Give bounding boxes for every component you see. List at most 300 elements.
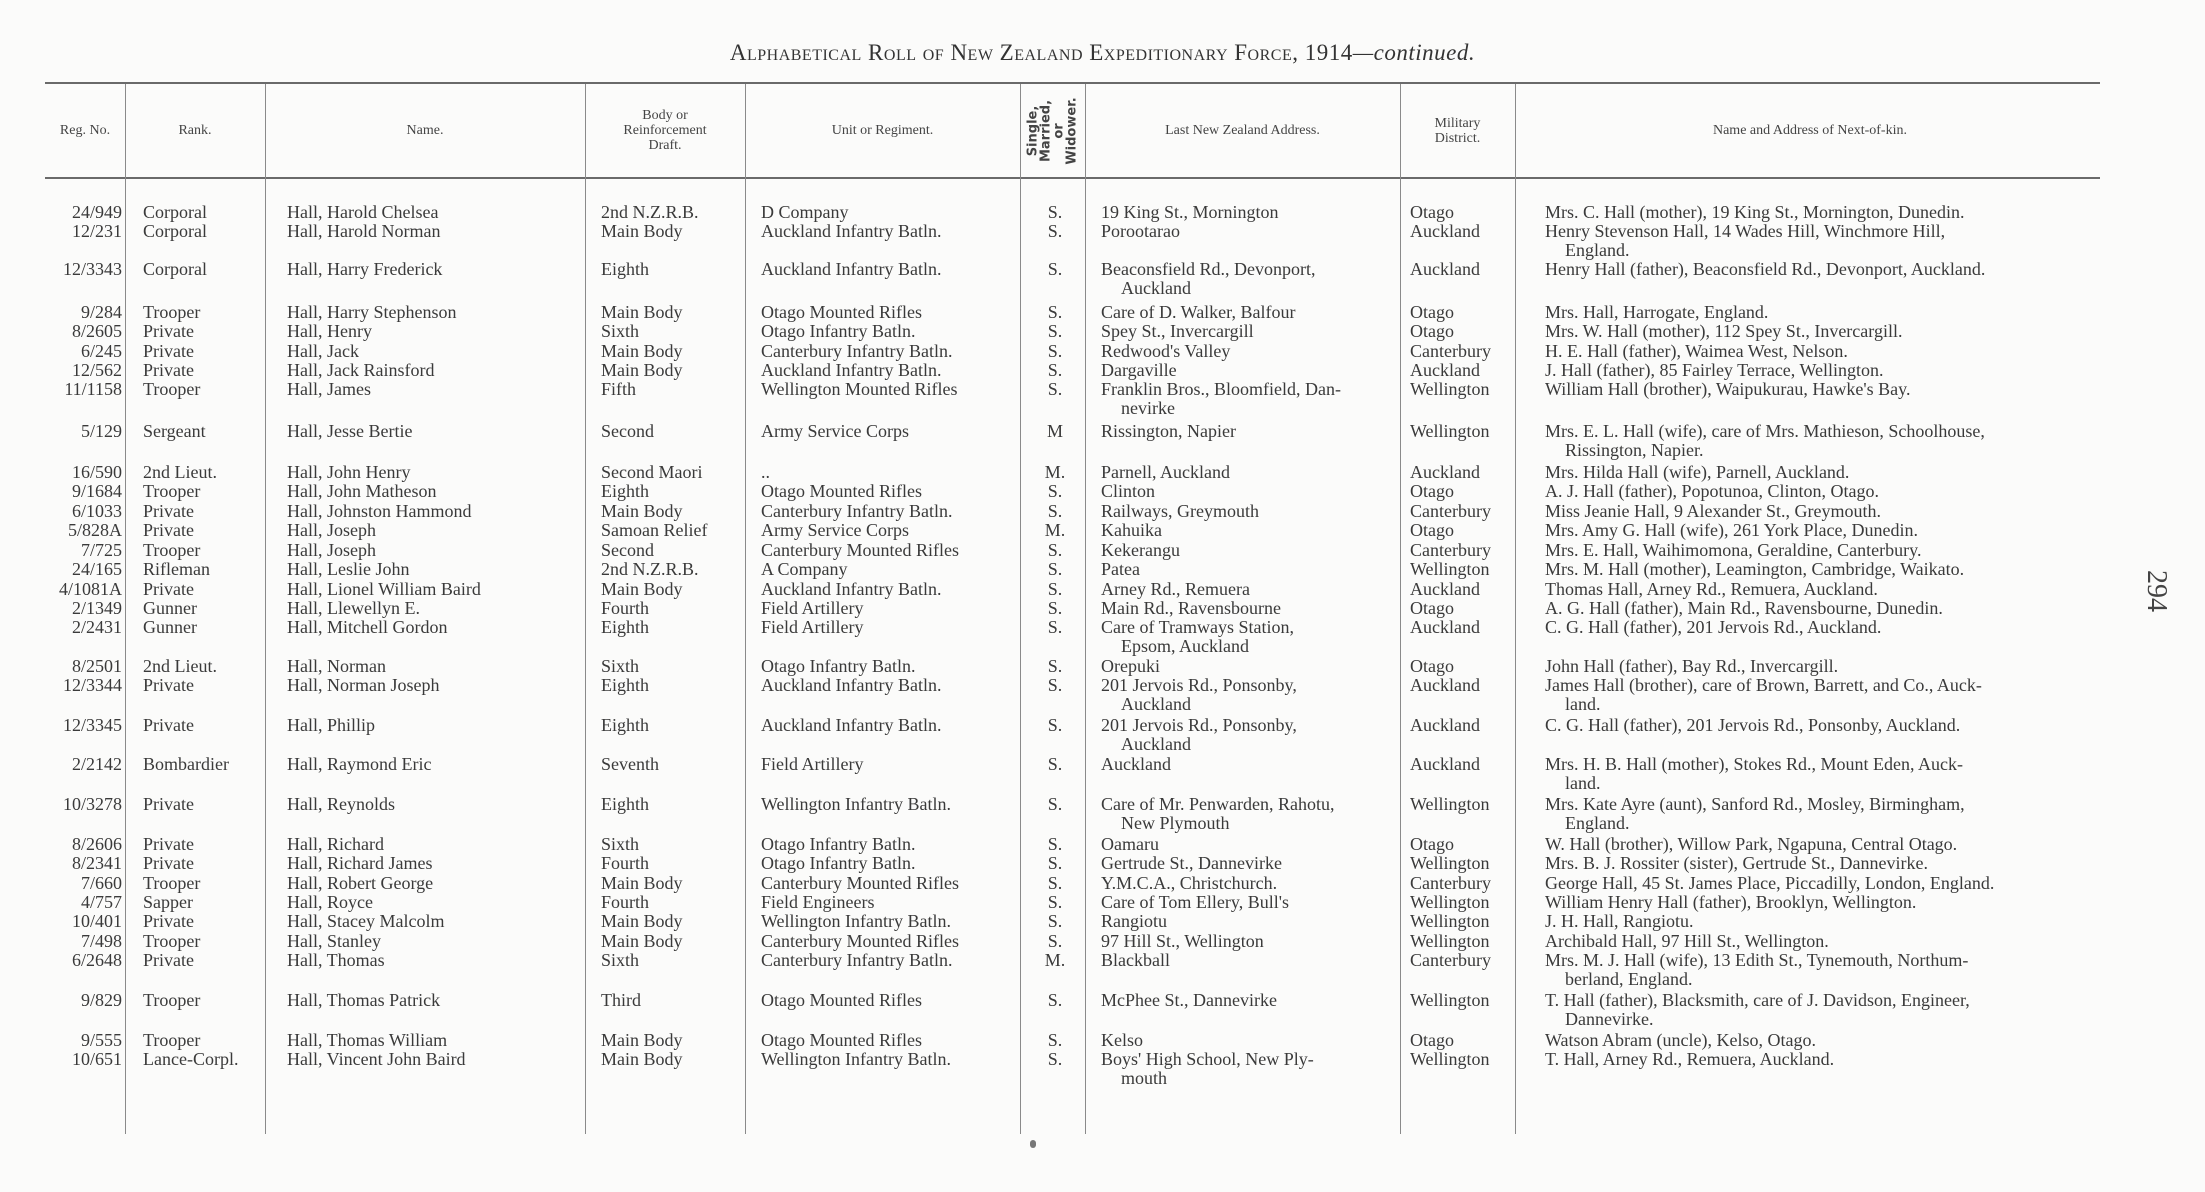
cell-unit — [761, 580, 1016, 599]
cell-reg-text: 11/1158 — [64, 379, 122, 399]
cell-name — [287, 361, 577, 380]
cell-name-text: Hall, Royce — [287, 892, 373, 912]
cell-dist-text: Auckland — [1410, 360, 1480, 380]
cell-reg-text: 10/401 — [71, 911, 122, 931]
cell-kin — [1545, 991, 2105, 1029]
cell-kin-text: Mrs. B. J. Rossiter (sister), Gertrude St., Dannevirke. — [1545, 853, 1928, 873]
cell-body — [601, 716, 741, 735]
cell-smw — [1030, 932, 1080, 951]
header-unit: Unit or Regiment. — [831, 123, 934, 138]
cell-reg-text: 12/562 — [71, 360, 122, 380]
cell-name — [287, 1050, 577, 1069]
cell-kin-text: Miss Jeanie Hall, 9 Alexander St., Greymouth. — [1545, 501, 1881, 521]
cell-name-text: Hall, Thomas Patrick — [287, 990, 441, 1010]
cell-name — [287, 657, 577, 676]
cell-kin-text: Mrs. Amy G. Hall (wife), 261 York Place, Dunedin. — [1545, 520, 1918, 540]
cell-smw-text: S. — [1047, 579, 1063, 599]
cell-name — [287, 599, 577, 618]
cell-rank — [143, 932, 261, 951]
cell-name — [287, 932, 577, 951]
cell-dist-text: Wellington — [1410, 911, 1490, 931]
cell-addr — [1101, 482, 1391, 501]
cell-name-text: Hall, Norman — [287, 656, 386, 676]
cell-unit-text: Canterbury Infantry Batln. — [761, 950, 953, 970]
cell-rank — [143, 560, 261, 579]
cell-addr-text: Care of D. Walker, Balfour — [1101, 302, 1296, 322]
cell-reg-text: 6/245 — [80, 341, 122, 361]
cell-smw-text: S. — [1047, 379, 1063, 399]
cell-name-text: Hall, Phillip — [287, 715, 376, 735]
cell-addr-text: Spey St., Invercargill — [1101, 321, 1254, 341]
cell-smw-text: S. — [1047, 501, 1063, 521]
cell-kin-continuation: England. — [1565, 240, 1630, 260]
cell-name-text: Hall, Jack Rainsford — [287, 360, 435, 380]
cell-addr-continuation: New Plymouth — [1121, 813, 1230, 833]
cell-rank-text: Trooper — [143, 873, 201, 893]
cell-dist — [1410, 951, 1515, 970]
cell-addr-text: Care of Tom Ellery, Bull's — [1101, 892, 1289, 912]
cell-kin-text: Henry Stevenson Hall, 14 Wades Hill, Winchmore Hill, — [1545, 221, 1946, 241]
cell-name — [287, 795, 577, 814]
cell-smw — [1030, 521, 1080, 540]
cell-smw — [1030, 618, 1080, 637]
cell-unit-text: Otago Mounted Rifles — [761, 990, 922, 1010]
cell-smw — [1030, 502, 1080, 521]
cell-name-text: Hall, Johnston Hammond — [287, 501, 472, 521]
cell-addr-text: Care of Tramways Station, — [1101, 617, 1294, 637]
cell-name — [287, 676, 577, 695]
cell-addr-text: Parnell, Auckland — [1101, 462, 1230, 482]
cell-smw-text: S. — [1047, 302, 1063, 322]
cell-rank-text: Bombardier — [143, 754, 229, 774]
cell-unit-text: Canterbury Infantry Batln. — [761, 341, 953, 361]
cell-body-text: Third — [601, 990, 641, 1010]
cell-addr — [1101, 222, 1391, 241]
cell-unit — [761, 716, 1016, 735]
cell-name — [287, 854, 577, 873]
cell-dist — [1410, 482, 1515, 501]
cell-smw — [1030, 657, 1080, 676]
cell-dist-text: Otago — [1410, 302, 1454, 322]
cell-body-text: Main Body — [601, 360, 683, 380]
cell-body — [601, 1050, 741, 1069]
cell-dist-text: Wellington — [1410, 559, 1490, 579]
cell-dist — [1410, 893, 1515, 912]
cell-smw — [1030, 874, 1080, 893]
cell-addr-text: 201 Jervois Rd., Ponsonby, — [1101, 675, 1297, 695]
cell-unit — [761, 303, 1016, 322]
cell-body-text: Sixth — [601, 950, 640, 970]
cell-addr — [1101, 835, 1391, 854]
cell-reg-text: 10/651 — [71, 1049, 122, 1069]
cell-kin — [1545, 657, 2105, 676]
cell-smw — [1030, 795, 1080, 814]
cell-smw-text: S. — [1047, 834, 1063, 854]
cell-name — [287, 502, 577, 521]
cell-kin-text: Mrs. M. J. Hall (wife), 13 Edith St., Tynemouth, Northum- — [1545, 950, 1969, 970]
cell-rank-text: Trooper — [143, 1030, 201, 1050]
cell-unit — [761, 874, 1016, 893]
cell-kin-text: J. H. Hall, Rangiotu. — [1545, 911, 1694, 931]
cell-reg-text: 5/828A — [68, 520, 122, 540]
cell-rank — [143, 502, 261, 521]
cell-rank-text: Gunner — [143, 598, 197, 618]
cell-reg — [30, 303, 122, 322]
cell-dist — [1410, 657, 1515, 676]
cell-unit-text: Wellington Infantry Batln. — [761, 911, 952, 931]
cell-addr-text: 201 Jervois Rd., Ponsonby, — [1101, 715, 1297, 735]
cell-body — [601, 260, 741, 279]
page-number: 294 — [2141, 570, 2172, 612]
cell-unit — [761, 755, 1016, 774]
cell-unit — [761, 322, 1016, 341]
cell-name — [287, 482, 577, 501]
cell-reg-text: 9/829 — [80, 990, 122, 1010]
cell-smw-text: S. — [1047, 202, 1063, 222]
cell-rank — [143, 1031, 261, 1050]
cell-addr-continuation: nevirke — [1121, 398, 1175, 418]
cell-body-text: Main Body — [601, 221, 683, 241]
cell-body — [601, 618, 741, 637]
cell-dist-text: Wellington — [1410, 1049, 1490, 1069]
cell-rank-text: Gunner — [143, 617, 197, 637]
cell-unit-text: Otago Infantry Batln. — [761, 656, 916, 676]
cell-addr-text: 97 Hill St., Wellington — [1101, 931, 1264, 951]
cell-unit — [761, 380, 1016, 399]
cell-smw — [1030, 361, 1080, 380]
cell-unit — [761, 260, 1016, 279]
cell-rank-text: Corporal — [143, 221, 207, 241]
cell-name-text: Hall, Llewellyn E. — [287, 598, 420, 618]
cell-unit — [761, 991, 1016, 1010]
cell-reg — [30, 580, 122, 599]
cell-addr-text: Boys' High School, New Ply- — [1101, 1049, 1314, 1069]
cell-unit-text: Otago Mounted Rifles — [761, 481, 922, 501]
cell-name-text: Hall, Stacey Malcolm — [287, 911, 445, 931]
cell-smw — [1030, 482, 1080, 501]
cell-name — [287, 422, 577, 441]
cell-unit — [761, 599, 1016, 618]
cell-body — [601, 676, 741, 695]
cell-kin — [1545, 951, 2105, 989]
cell-unit — [761, 361, 1016, 380]
cell-reg — [30, 716, 122, 735]
cell-smw — [1030, 342, 1080, 361]
cell-rank-text: Corporal — [143, 202, 207, 222]
cell-kin-text: Mrs. E. Hall, Waihimomona, Geraldine, Canterbury. — [1545, 540, 1922, 560]
cell-dist — [1410, 322, 1515, 341]
cell-addr — [1101, 422, 1391, 441]
cell-smw — [1030, 599, 1080, 618]
cell-dist — [1410, 755, 1515, 774]
cell-addr — [1101, 560, 1391, 579]
cell-name — [287, 380, 577, 399]
cell-name — [287, 203, 577, 222]
cell-addr — [1101, 657, 1391, 676]
cell-rank — [143, 991, 261, 1010]
cell-reg — [30, 951, 122, 970]
cell-kin — [1545, 716, 2105, 735]
cell-reg — [30, 618, 122, 637]
cell-rank — [143, 521, 261, 540]
cell-rank — [143, 874, 261, 893]
cell-smw — [1030, 912, 1080, 931]
cell-name-text: Hall, James — [287, 379, 371, 399]
cell-dist-text: Auckland — [1410, 221, 1480, 241]
cell-rank — [143, 676, 261, 695]
cell-body — [601, 502, 741, 521]
cell-unit-text: Canterbury Infantry Batln. — [761, 501, 953, 521]
cell-smw-text: S. — [1047, 221, 1063, 241]
cell-reg — [30, 932, 122, 951]
cell-kin — [1545, 1031, 2105, 1050]
cell-kin-text: Mrs. E. L. Hall (wife), care of Mrs. Mathieson, Schoolhouse, — [1545, 421, 1985, 441]
cell-kin-text: Archibald Hall, 97 Hill St., Wellington. — [1545, 931, 1829, 951]
cell-body-text: Main Body — [601, 501, 683, 521]
cell-smw-text: S. — [1047, 321, 1063, 341]
cell-unit-text: Auckland Infantry Batln. — [761, 715, 942, 735]
cell-reg-text: 8/2606 — [71, 834, 122, 854]
cell-dist — [1410, 1031, 1515, 1050]
cell-unit — [761, 657, 1016, 676]
cell-addr-text: Arney Rd., Remuera — [1101, 579, 1250, 599]
cell-name-text: Hall, Joseph — [287, 540, 376, 560]
cell-dist-text: Canterbury — [1410, 501, 1491, 521]
cell-addr-text: Clinton — [1101, 481, 1156, 501]
cell-body-text: Samoan Relief — [601, 520, 708, 540]
cell-dist-text: Canterbury — [1410, 873, 1491, 893]
cell-reg-text: 8/2501 — [71, 656, 122, 676]
cell-unit — [761, 203, 1016, 222]
cell-reg — [30, 502, 122, 521]
cell-kin-continuation: land. — [1565, 773, 1601, 793]
cell-rank-text: Trooper — [143, 990, 201, 1010]
cell-unit-text: Auckland Infantry Batln. — [761, 579, 942, 599]
cell-unit-text: Wellington Infantry Batln. — [761, 794, 952, 814]
cell-rank-text: 2nd Lieut. — [143, 462, 217, 482]
cell-unit — [761, 560, 1016, 579]
cell-rank-text: 2nd Lieut. — [143, 656, 217, 676]
cell-dist-text: Canterbury — [1410, 341, 1491, 361]
cell-kin — [1545, 893, 2105, 912]
cell-addr-text: Dargaville — [1101, 360, 1177, 380]
cell-unit-text: Field Artillery — [761, 617, 864, 637]
cell-smw — [1030, 560, 1080, 579]
cell-kin — [1545, 854, 2105, 873]
cell-unit-text: Army Service Corps — [761, 421, 909, 441]
cell-name-text: Hall, Lionel William Baird — [287, 579, 481, 599]
cell-unit — [761, 854, 1016, 873]
cell-reg — [30, 541, 122, 560]
cell-name — [287, 716, 577, 735]
cell-kin — [1545, 322, 2105, 341]
cell-dist — [1410, 874, 1515, 893]
cell-rank — [143, 463, 261, 482]
cell-smw — [1030, 580, 1080, 599]
cell-name-text: Hall, Richard James — [287, 853, 433, 873]
cell-kin — [1545, 361, 2105, 380]
cell-smw-text: S. — [1047, 931, 1063, 951]
cell-unit — [761, 835, 1016, 854]
cell-name — [287, 222, 577, 241]
cell-name-text: Hall, Harold Chelsea — [287, 202, 439, 222]
cell-smw-text: S. — [1047, 341, 1063, 361]
cell-kin — [1545, 541, 2105, 560]
cell-dist-text: Auckland — [1410, 617, 1480, 637]
cell-addr-text: Y.M.C.A., Christchurch. — [1101, 873, 1278, 893]
cell-dist — [1410, 854, 1515, 873]
cell-addr — [1101, 893, 1391, 912]
cell-unit-text: Otago Infantry Batln. — [761, 321, 916, 341]
cell-rank — [143, 303, 261, 322]
cell-rank-text: Lance-Corpl. — [143, 1049, 239, 1069]
cell-addr-text: Beaconsfield Rd., Devonport, — [1101, 259, 1316, 279]
cell-smw-text: S. — [1047, 656, 1063, 676]
cell-rank-text: Private — [143, 501, 194, 521]
cell-unit-text: Canterbury Mounted Rifles — [761, 931, 959, 951]
cell-rank-text: Private — [143, 321, 194, 341]
cell-dist-text: Wellington — [1410, 892, 1490, 912]
cell-rank-text: Private — [143, 579, 194, 599]
cell-kin — [1545, 795, 2105, 833]
cell-kin — [1545, 618, 2105, 637]
cell-reg — [30, 755, 122, 774]
cell-body-text: Eighth — [601, 617, 649, 637]
cell-kin-text: James Hall (brother), care of Brown, Barrett, and Co., Auck- — [1545, 675, 1982, 695]
cell-name-text: Hall, Thomas — [287, 950, 385, 970]
cell-smw — [1030, 303, 1080, 322]
cell-reg-text: 8/2605 — [71, 321, 122, 341]
cell-kin-text: W. Hall (brother), Willow Park, Ngapuna, Central Otago. — [1545, 834, 1958, 854]
cell-body-text: Second Maori — [601, 462, 703, 482]
cell-unit-text: Wellington Infantry Batln. — [761, 1049, 952, 1069]
cell-addr — [1101, 322, 1391, 341]
cell-smw — [1030, 260, 1080, 279]
cell-reg — [30, 482, 122, 501]
cell-dist — [1410, 541, 1515, 560]
cell-rank — [143, 835, 261, 854]
cell-rank-text: Trooper — [143, 481, 201, 501]
cell-smw — [1030, 676, 1080, 695]
cell-smw — [1030, 322, 1080, 341]
cell-addr — [1101, 618, 1391, 656]
cell-addr — [1101, 260, 1391, 298]
cell-reg-text: 9/555 — [80, 1030, 122, 1050]
cell-rank — [143, 893, 261, 912]
cell-body — [601, 580, 741, 599]
cell-reg-text: 4/1081A — [59, 579, 122, 599]
cell-smw — [1030, 222, 1080, 241]
cell-dist — [1410, 835, 1515, 854]
cell-reg-text: 7/725 — [80, 540, 122, 560]
cell-dist — [1410, 463, 1515, 482]
cell-name — [287, 342, 577, 361]
cell-kin-text: T. Hall (father), Blacksmith, care of J. Davidson, Engineer, — [1545, 990, 1970, 1010]
cell-rank-text: Private — [143, 834, 194, 854]
cell-dist-text: Otago — [1410, 202, 1454, 222]
cell-body-text: Second — [601, 421, 654, 441]
cell-name — [287, 560, 577, 579]
cell-dist-text: Auckland — [1410, 675, 1480, 695]
cell-name — [287, 521, 577, 540]
cell-body — [601, 303, 741, 322]
print-mark — [1030, 1140, 1036, 1148]
cell-rank — [143, 361, 261, 380]
cell-reg-text: 9/284 — [80, 302, 122, 322]
cell-kin-text: T. Hall, Arney Rd., Remuera, Auckland. — [1545, 1049, 1835, 1069]
cell-reg — [30, 893, 122, 912]
cell-rank — [143, 854, 261, 873]
cell-kin — [1545, 835, 2105, 854]
cell-addr-text: McPhee St., Dannevirke — [1101, 990, 1277, 1010]
cell-addr-text: Kahuika — [1101, 520, 1162, 540]
cell-body — [601, 463, 741, 482]
cell-kin — [1545, 222, 2105, 260]
cell-reg-text: 6/2648 — [71, 950, 122, 970]
cell-dist — [1410, 380, 1515, 399]
cell-unit-text: Otago Infantry Batln. — [761, 834, 916, 854]
header-marital-status — [1020, 84, 1085, 177]
cell-name — [287, 303, 577, 322]
cell-kin-continuation: Rissington, Napier. — [1565, 440, 1704, 460]
cell-dist-text: Otago — [1410, 656, 1454, 676]
cell-name-text: Hall, Thomas William — [287, 1030, 448, 1050]
cell-name — [287, 951, 577, 970]
cell-reg — [30, 657, 122, 676]
cell-addr — [1101, 912, 1391, 931]
cell-dist — [1410, 1050, 1515, 1069]
cell-kin-text: C. G. Hall (father), 201 Jervois Rd., Ponsonby, Auckland. — [1545, 715, 1961, 735]
cell-body — [601, 854, 741, 873]
cell-body-text: Main Body — [601, 1049, 683, 1069]
cell-kin-text: H. E. Hall (father), Waimea West, Nelson. — [1545, 341, 1848, 361]
cell-kin-text: Mrs. W. Hall (mother), 112 Spey St., Invercargill. — [1545, 321, 1903, 341]
cell-kin-continuation: land. — [1565, 694, 1601, 714]
cell-kin-text: C. G. Hall (father), 201 Jervois Rd., Auckland. — [1545, 617, 1882, 637]
cell-unit-text: .. — [761, 462, 770, 482]
cell-body — [601, 422, 741, 441]
cell-name-text: Hall, Leslie John — [287, 559, 410, 579]
cell-smw-text: M. — [1044, 520, 1066, 540]
cell-dist-text: Auckland — [1410, 579, 1480, 599]
cell-body — [601, 222, 741, 241]
header-body-draft: Body or Reinforcement Draft. — [623, 108, 707, 153]
cell-name — [287, 755, 577, 774]
cell-rank-text: Sergeant — [143, 421, 206, 441]
cell-name — [287, 874, 577, 893]
cell-body — [601, 599, 741, 618]
cell-unit — [761, 422, 1016, 441]
cell-reg-text: 9/1684 — [71, 481, 122, 501]
cell-addr — [1101, 303, 1391, 322]
cell-name — [287, 835, 577, 854]
cell-body-text: 2nd N.Z.R.B. — [601, 202, 699, 222]
cell-unit — [761, 1050, 1016, 1069]
cell-addr — [1101, 541, 1391, 560]
cell-smw-text: S. — [1047, 481, 1063, 501]
cell-addr-text: Rissington, Napier — [1101, 421, 1236, 441]
cell-smw — [1030, 755, 1080, 774]
cell-addr-text: Care of Mr. Penwarden, Rahotu, — [1101, 794, 1335, 814]
cell-reg — [30, 599, 122, 618]
cell-reg-text: 4/757 — [80, 892, 122, 912]
cell-dist-text: Wellington — [1410, 853, 1490, 873]
cell-unit-text: Wellington Mounted Rifles — [761, 379, 958, 399]
cell-unit-text: Auckland Infantry Batln. — [761, 221, 942, 241]
cell-smw — [1030, 380, 1080, 399]
cell-smw-text: S. — [1047, 1030, 1063, 1050]
cell-reg — [30, 912, 122, 931]
